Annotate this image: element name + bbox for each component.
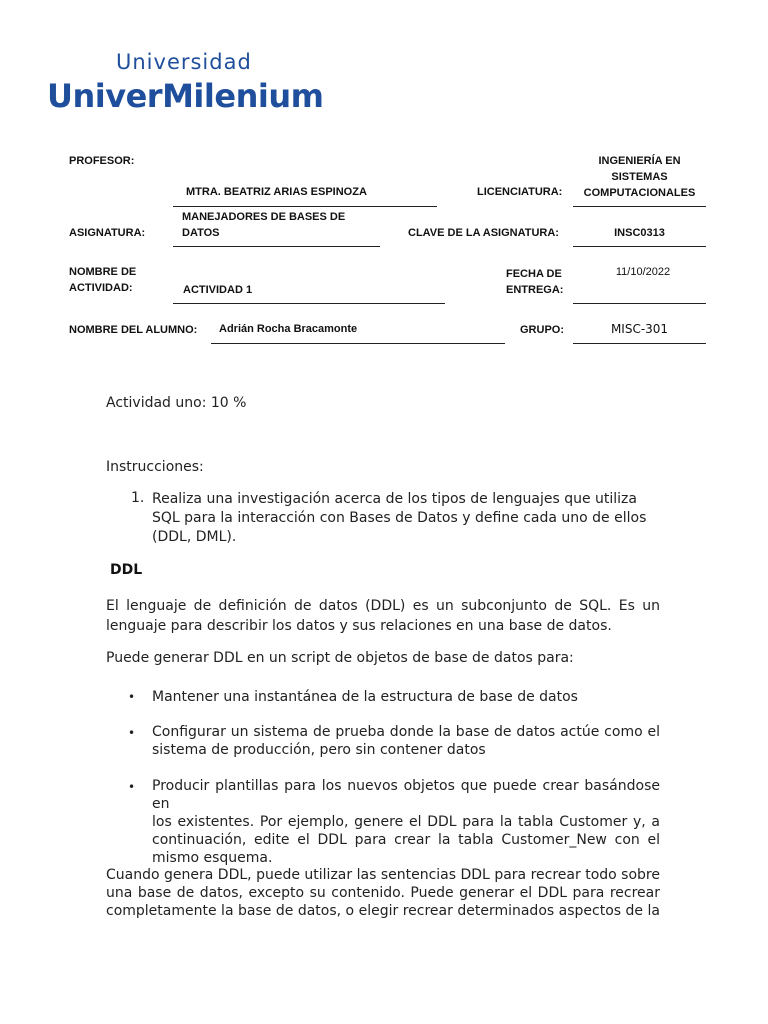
bullet-item: Producir plantillas para los nuevos objetos que puede crear basándose en los existentes. Por ejemplo, genere el DDL para la tabla Customer y, a continuación, edite el DDL para crear la tabla Customer_New con el mismo esquema. (152, 778, 660, 866)
nombre-actividad-value: ACTIVIDAD 1 (183, 284, 253, 296)
paragraph-cuando-genera: Cuando genera DDL, puede utilizar las sentencias DDL para recrear todo sobre una base de datos, excepto su contenido. Puede generar el DDL para recrear completamente la base de datos, o elegir recrear determinados aspectos de la (106, 867, 660, 919)
fecha-underline (573, 303, 706, 304)
alumno-label: NOMBRE DEL ALUMNO: (69, 324, 198, 336)
instrucciones-heading: Instrucciones: (106, 459, 204, 475)
logo-universidad: Universidad (116, 50, 252, 74)
list-item-number: 1. (131, 490, 145, 506)
grupo-value: MISC-301 (610, 322, 669, 336)
asignatura-underline (173, 246, 380, 247)
asignatura-label: ASIGNATURA: (69, 227, 146, 239)
alumno-underline (211, 343, 505, 344)
asignatura-value: MANEJADORES DE BASES DE DATOS (182, 211, 346, 239)
licenciatura-underline (573, 206, 706, 207)
licenciatura-label: LICENCIATURA: (477, 186, 563, 198)
profesor-value: MTRA. BEATRIZ ARIAS ESPINOZA (186, 186, 367, 198)
bullet-icon: • (128, 690, 136, 704)
clave-label: CLAVE DE LA ASIGNATURA: (408, 227, 559, 239)
profesor-label: PROFESOR: (69, 155, 135, 167)
actividad-text: Actividad uno: 10 % (106, 395, 247, 411)
clave-value: INSC0313 (614, 227, 665, 239)
licenciatura-value: INGENIERÍA EN SISTEMAS COMPUTACIONALES (583, 155, 696, 199)
paragraph-generar-ddl: Puede generar DDL en un script de objetos de base de datos para: (106, 650, 574, 666)
list-item-text: Realiza una investigación acerca de los tipos de lenguajes que utiliza SQL para la interacción con Bases de Datos y define cada uno de ellos (DDL, DML). (152, 491, 647, 545)
alumno-value: Adrián Rocha Bracamonte (219, 323, 358, 335)
nombre-actividad-underline (173, 303, 445, 304)
profesor-underline (173, 206, 437, 207)
bullet-item: Mantener una instantánea de la estructura de base de datos (152, 689, 578, 705)
bullet-item: Configurar un sistema de prueba donde la base de datos actúe como el sistema de producción, pero sin contener datos (152, 724, 660, 758)
ddl-heading: DDL (110, 562, 143, 578)
nombre-actividad-label: NOMBRE DE ACTIVIDAD: (69, 266, 137, 294)
fecha-value: 11/10/2022 (615, 266, 671, 278)
fecha-label: FECHA DE ENTREGA: (506, 268, 564, 296)
paragraph-ddl-definition: El lenguaje de definición de datos (DDL) es un subconjunto de SQL. Es un lenguaje para describir los datos y sus relaciones en una base de datos. (106, 598, 660, 634)
clave-underline (573, 246, 706, 247)
logo-univermilenium: UniverMilenium (47, 77, 324, 115)
bullet-icon: • (128, 780, 136, 794)
bullet-icon: • (128, 726, 136, 740)
grupo-underline (573, 343, 706, 344)
grupo-label: GRUPO: (520, 324, 564, 336)
